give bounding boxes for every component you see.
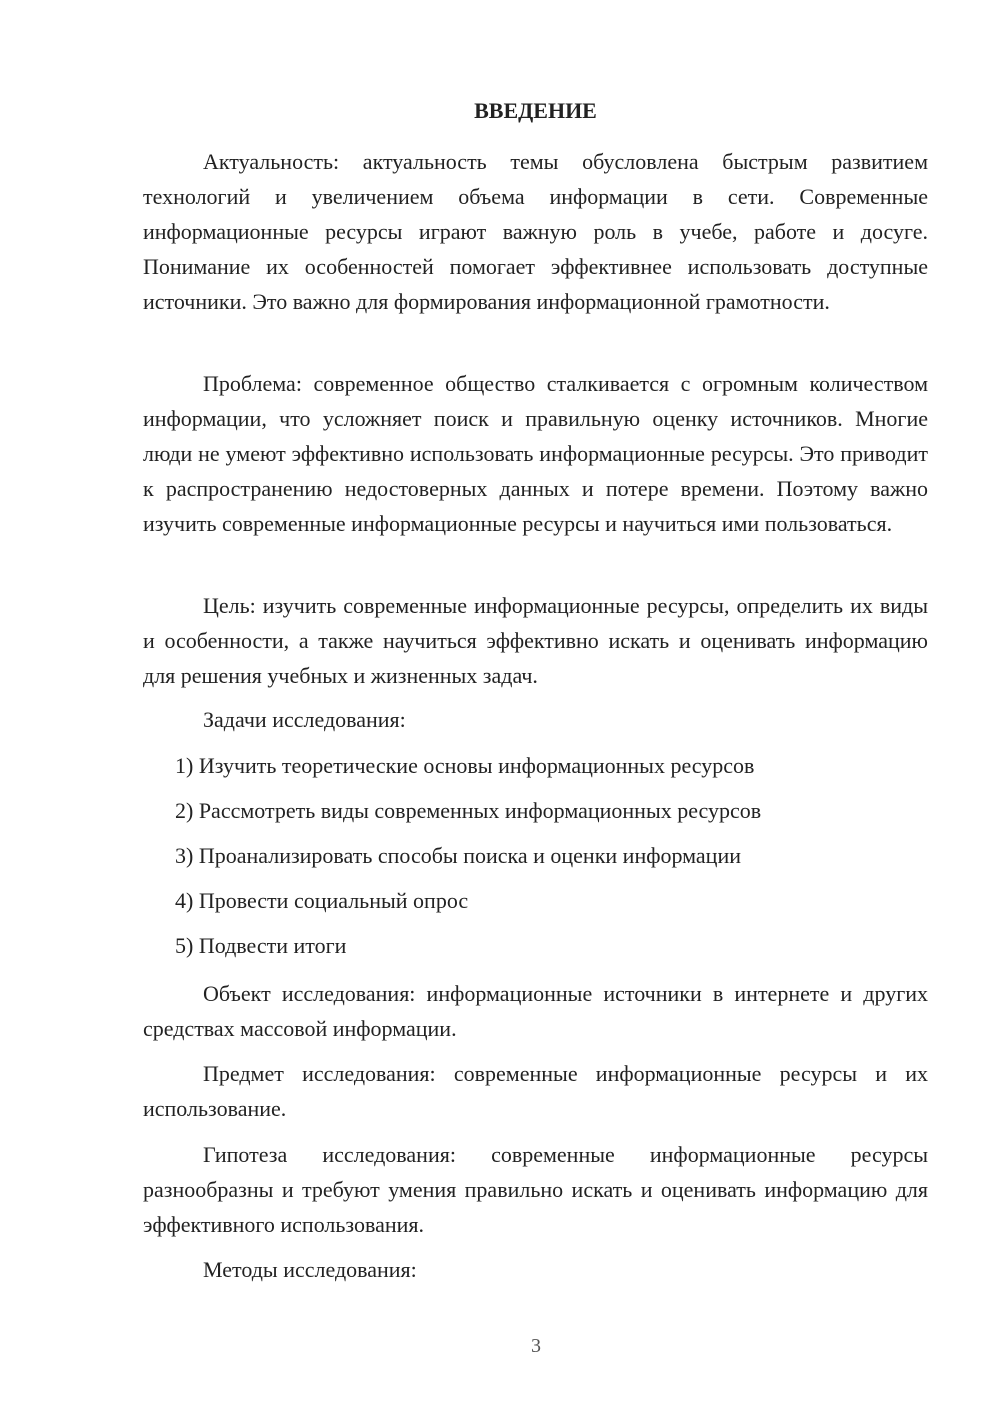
list-item: 1) Изучить теоретические основы информационных ресурсов (175, 753, 755, 778)
paragraph-relevance: Актуальность: актуальность темы обусловлена быстрым развитием технологий и увеличением объема информации в сети. Современные информационные ресурсы играют важную роль в учебе, работе и досуге. Понимание их особенностей помогает эффективнее использовать доступные источники. Это важно для формирования информационной грамотности. (143, 149, 928, 314)
paragraph-problem: Проблема: современное общество сталкивается с огромным количеством информации, что усложняет поиск и правильную оценку источников. Многие люди не умеют эффективно использовать информационные ресурсы. Это приводит к распространению недостоверных данных и потере времени. Поэтому важно изучить современные информационные ресурсы и научиться ими пользоваться. (143, 371, 928, 536)
methods-heading: Методы исследования: (203, 1257, 417, 1282)
paragraph-object: Объект исследования: информационные источники в интернете и других средствах массовой информации. (143, 981, 928, 1041)
list-item: 3) Проанализировать способы поиска и оценки информации (175, 843, 741, 868)
list-item: 4) Провести социальный опрос (175, 888, 469, 913)
tasks-heading: Задачи исследования: (203, 707, 406, 732)
page-title: ВВЕДЕНИЕ (474, 98, 597, 123)
list-item: 2) Рассмотреть виды современных информационных ресурсов (175, 798, 762, 823)
list-item: 5) Подвести итоги (175, 933, 347, 958)
paragraph-hypothesis: Гипотеза исследования: современные информационные ресурсы разнообразны и требуют умения правильно искать и оценивать информацию для эффективного использования. (143, 1142, 928, 1237)
paragraph-subject: Предмет исследования: современные информационные ресурсы и их использование. (143, 1061, 928, 1121)
paragraph-goal: Цель: изучить современные информационные ресурсы, определить их виды и особенности, а также научиться эффективно искать и оценивать информацию для решения учебных и жизненных задач. (143, 593, 928, 688)
page-number: 3 (531, 1335, 541, 1357)
